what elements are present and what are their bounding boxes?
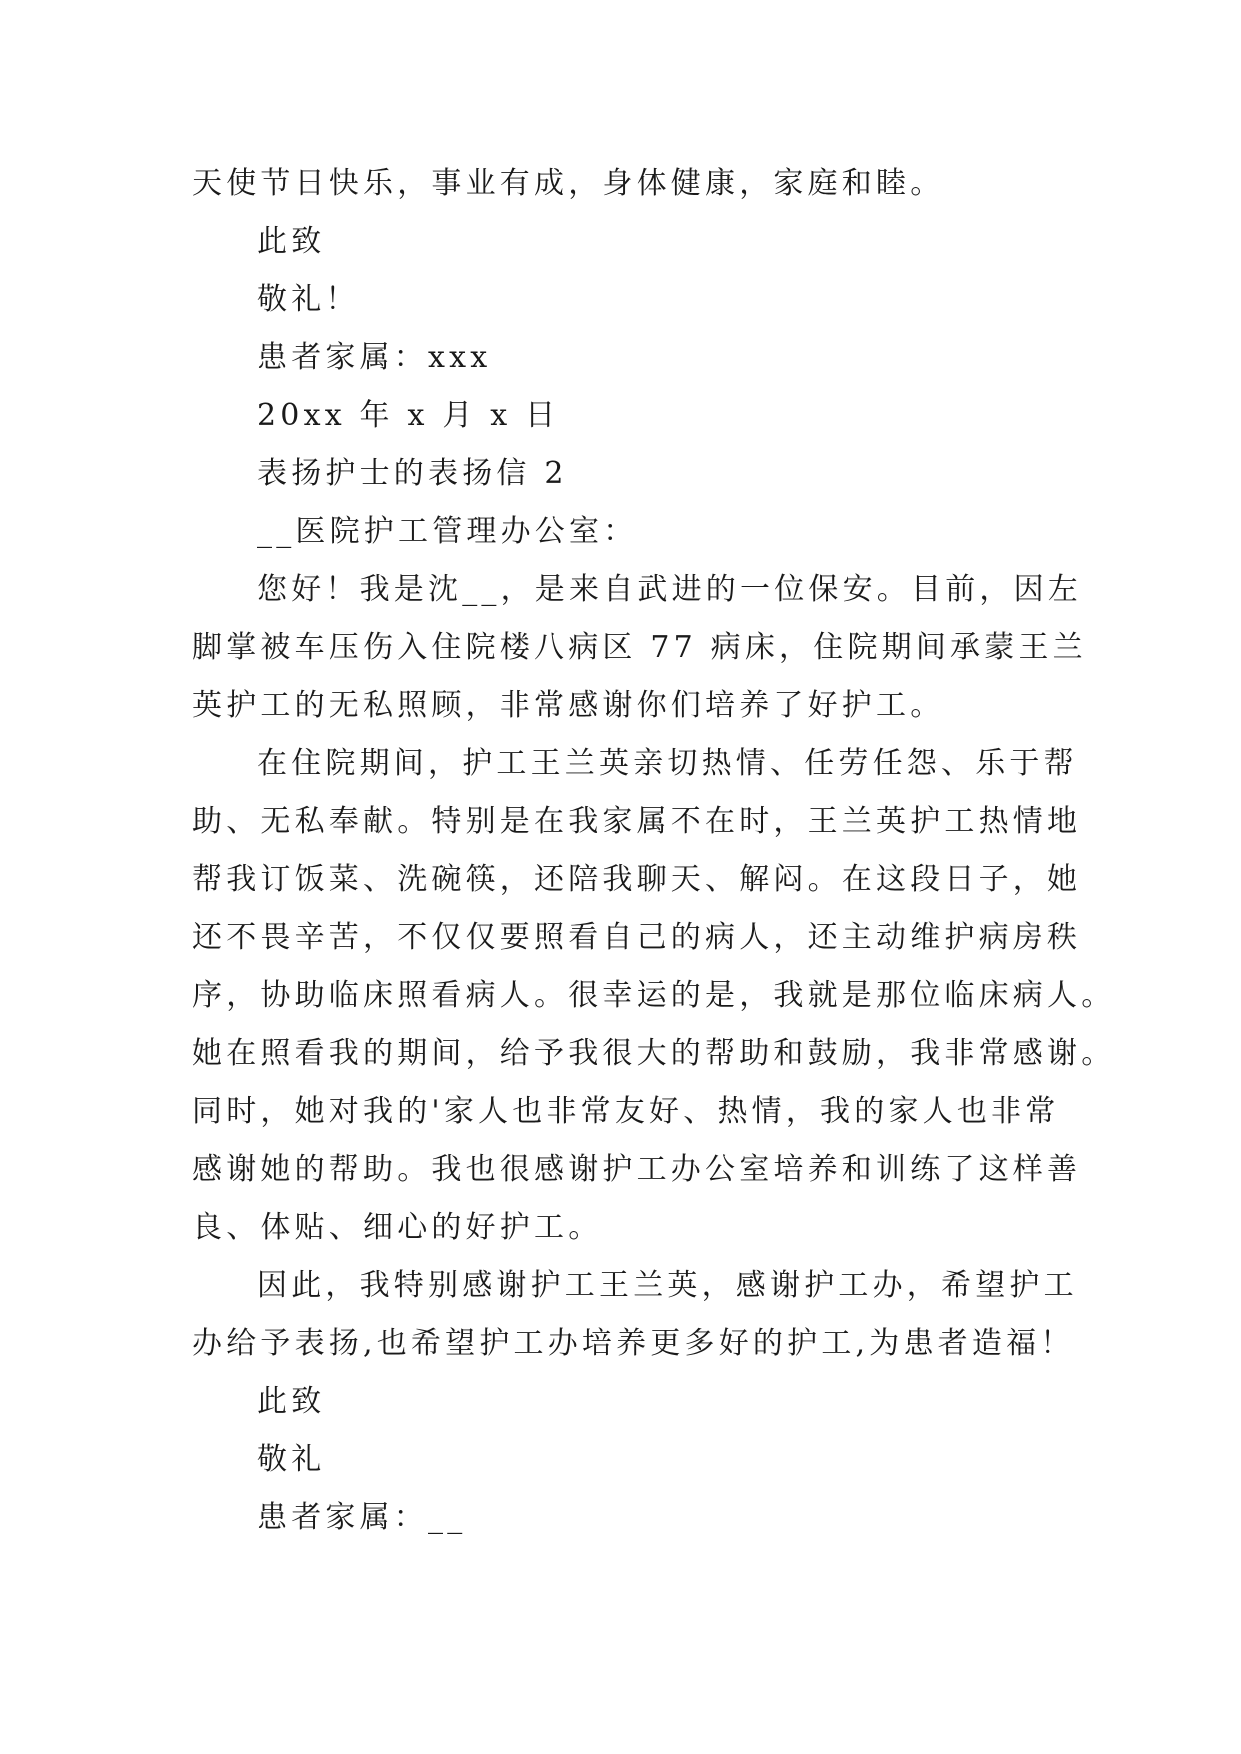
paragraph-line: 帮我订饭菜、洗碗筷，还陪我聊天、解闷。在这段日子，她 [192,862,1082,897]
paragraph-line: 她在照看我的期间，给予我很大的帮助和鼓励，我非常感谢。 [192,1036,1116,1071]
letter-addressee: __医院护工管理办公室： [257,514,638,549]
paragraph-line: 助、无私奉献。特别是在我家属不在时，王兰英护工热情地 [192,804,1082,839]
paragraph-line: 办给予表扬,也希望护工办培养更多好的护工,为患者造福！ [192,1326,1075,1361]
paragraph-line: 还不畏辛苦，不仅仅要照看自己的病人，还主动维护病房秩 [192,920,1082,955]
paragraph-line: 脚掌被车压伤入住院楼八病区 77 病床，住院期间承蒙王兰 [192,630,1087,665]
text-line: 天使节日快乐，事业有成，身体健康，家庭和睦。 [192,166,945,201]
paragraph-line: 感谢她的帮助。我也很感谢护工办公室培养和训练了这样善 [192,1152,1082,1187]
closing-regards: 敬礼！ [257,282,360,317]
paragraph-line: 良、体贴、细心的好护工。 [192,1210,603,1245]
paragraph-line: 您好！我是沈__，是来自武进的一位保安。目前，因左 [257,572,1082,607]
signature-line: 患者家属：__ [257,1500,467,1535]
paragraph-line: 同时，她对我的'家人也非常友好、热情，我的家人也非常 [192,1094,1060,1129]
paragraph-line: 序，协助临床照看病人。很幸运的是，我就是那位临床病人。 [192,978,1116,1013]
closing-salutation: 此致 [257,1384,326,1419]
letter-title: 表扬护士的表扬信 2 [257,456,568,491]
closing-salutation: 此致 [257,224,326,259]
closing-regards: 敬礼 [257,1442,326,1477]
paragraph-line: 因此，我特别感谢护工王兰英，感谢护工办，希望护工 [257,1268,1078,1303]
paragraph-line: 英护工的无私照顾，非常感谢你们培养了好护工。 [192,688,945,723]
signature-line: 患者家属：xxx [257,340,492,375]
paragraph-line: 在住院期间，护工王兰英亲切热情、任劳任怨、乐于帮 [257,746,1078,781]
document-page [192,155,1116,1547]
date-line: 20xx 年 x 月 x 日 [257,398,560,433]
